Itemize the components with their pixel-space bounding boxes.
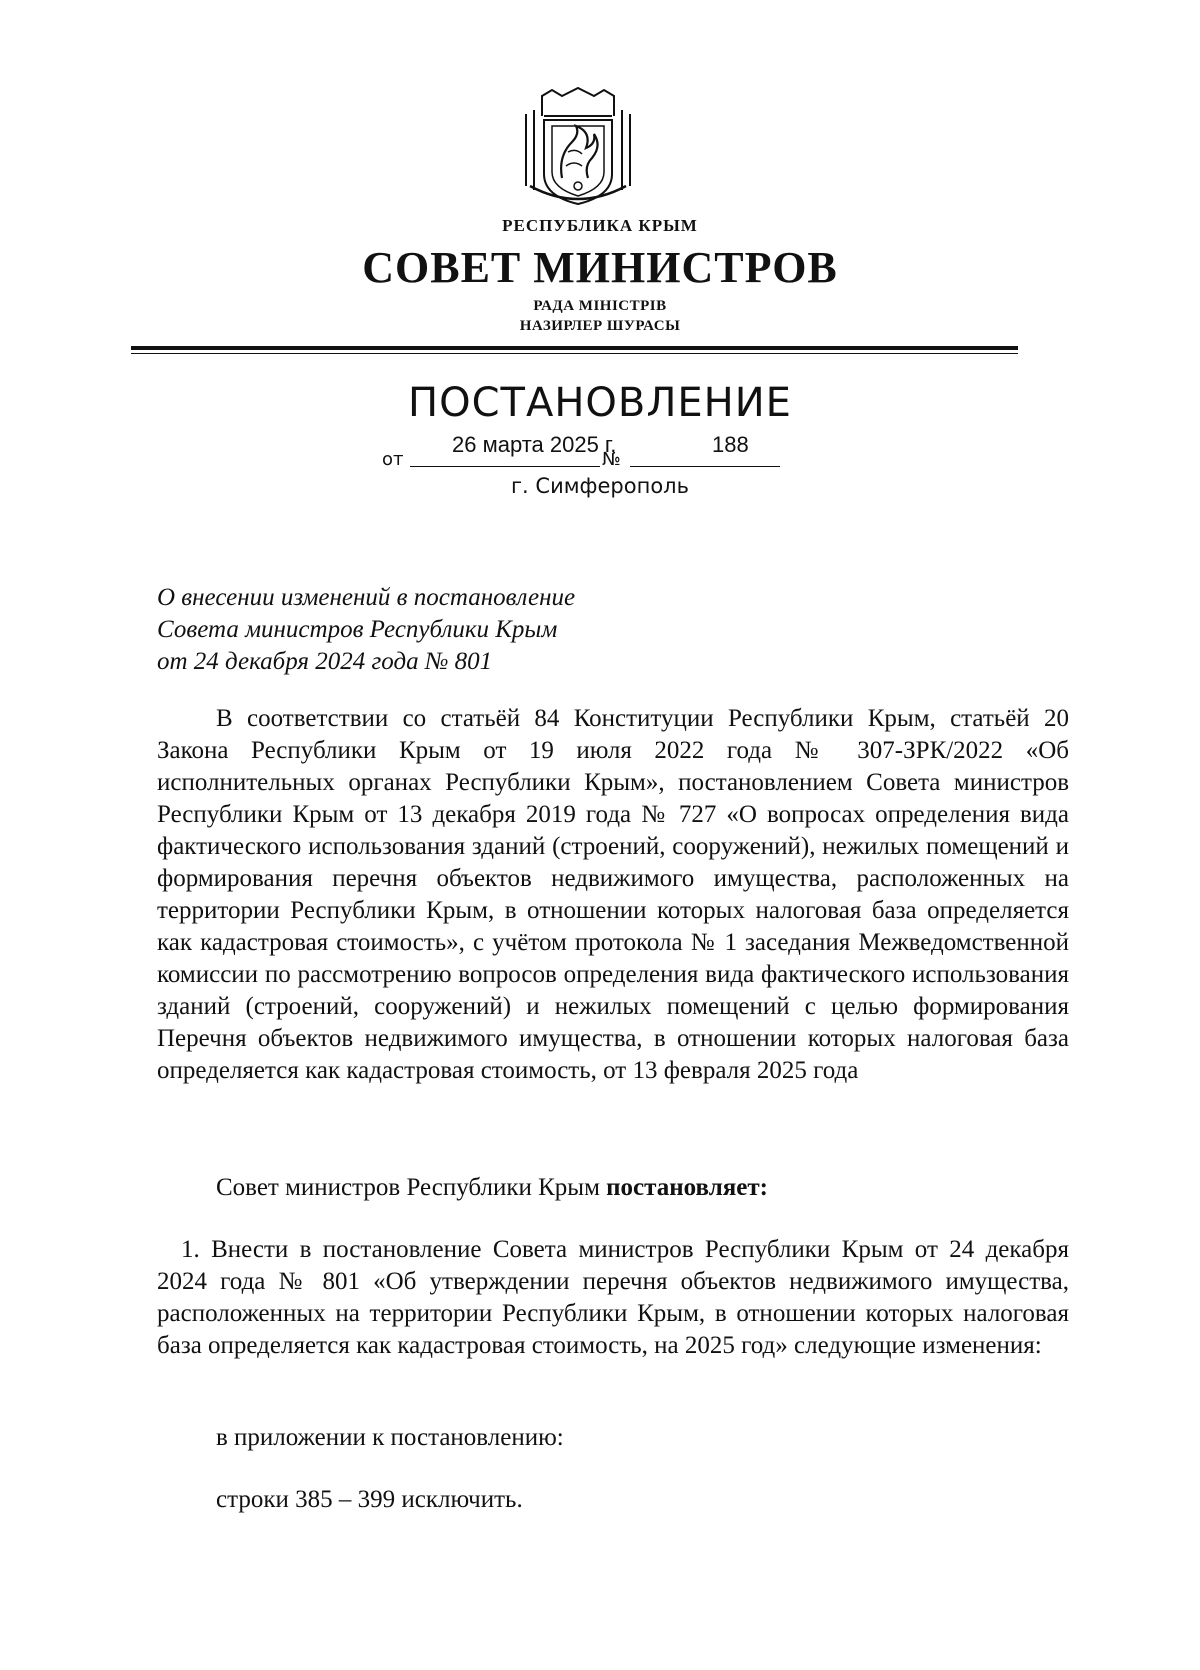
number-sign: № [602, 449, 621, 470]
number-underline [630, 466, 780, 467]
title-line: Совета министров Республики Крым [157, 616, 558, 643]
date-underline [410, 466, 600, 467]
clause-1-paragraph: 1. Внести в постановление Совета министров Республики Крым от 24 декабря 2024 года № 801 «Об утверждении перечня объектов недвижимого имущества, расположенных на территории Республики Крым, в отношении которых налоговая база определяется как кадастровая стоимость, на 2025 год» следующие изменения: [157, 1236, 1069, 1359]
title-line: от 24 декабря 2024 года № 801 [157, 648, 493, 675]
document-city: г. Симферополь [511, 474, 689, 498]
header-divider-thin [131, 353, 1018, 354]
crimea-coat-of-arms-icon [522, 86, 634, 208]
council-name: СОВЕТ МИНИСТРОВ [362, 243, 838, 292]
council-name-crimean-tatar: НАЗИРЛЕР ШУРАСЫ [519, 318, 681, 334]
title-line: О внесении изменений в постановление [157, 584, 576, 611]
rows-excluded-paragraph: строки 385 – 399 исключить. [216, 1486, 523, 1513]
header-divider-thick [131, 346, 1018, 350]
document-title [157, 582, 575, 678]
resolves-paragraph [157, 1172, 1069, 1204]
republic-name: РЕСПУБЛИКА КРЫМ [502, 216, 698, 235]
document-number: 188 [712, 432, 749, 457]
date-prefix: от [382, 449, 404, 470]
document-type: ПОСТАНОВЛЕНИЕ [408, 380, 792, 426]
preamble-paragraph: В соответствии со статьёй 84 Конституции Республики Крым, статьёй 20 Закона Республики Крым от 19 июля 2022 года № 307-ЗРК/2022 «Об исполнительных органах Республики Крым», постановлением Совета министров Республики Крым от 13 декабря 2019 года № 727 «О вопросах определения вида фактического использования зданий (строений, сооружений), нежилых помещений и формирования перечня объектов недвижимого имущества, расположенных на территории Республики Крым, в отношении которых налоговая база определяется как кадастровая стоимость», с учётом протокола № 1 заседания Межведомственной комиссии по рассмотрению вопросов определения вида фактического использования зданий (строений, сооружений) и нежилых помещений с целью формирования Перечня объектов недвижимого имущества, в отношении которых налоговая база определяется как кадастровая стоимость, от 13 февраля 2025 года [157, 705, 1069, 1084]
resolves-prefix: Совет министров Республики Крым [216, 1174, 607, 1201]
council-name-ukrainian: РАДА МІНІСТРІВ [533, 298, 667, 314]
annex-intro-paragraph: в приложении к постановлению: [216, 1424, 564, 1451]
document-date: 26 марта 2025 г. [452, 432, 617, 457]
resolves-word: постановляет: [606, 1174, 768, 1201]
